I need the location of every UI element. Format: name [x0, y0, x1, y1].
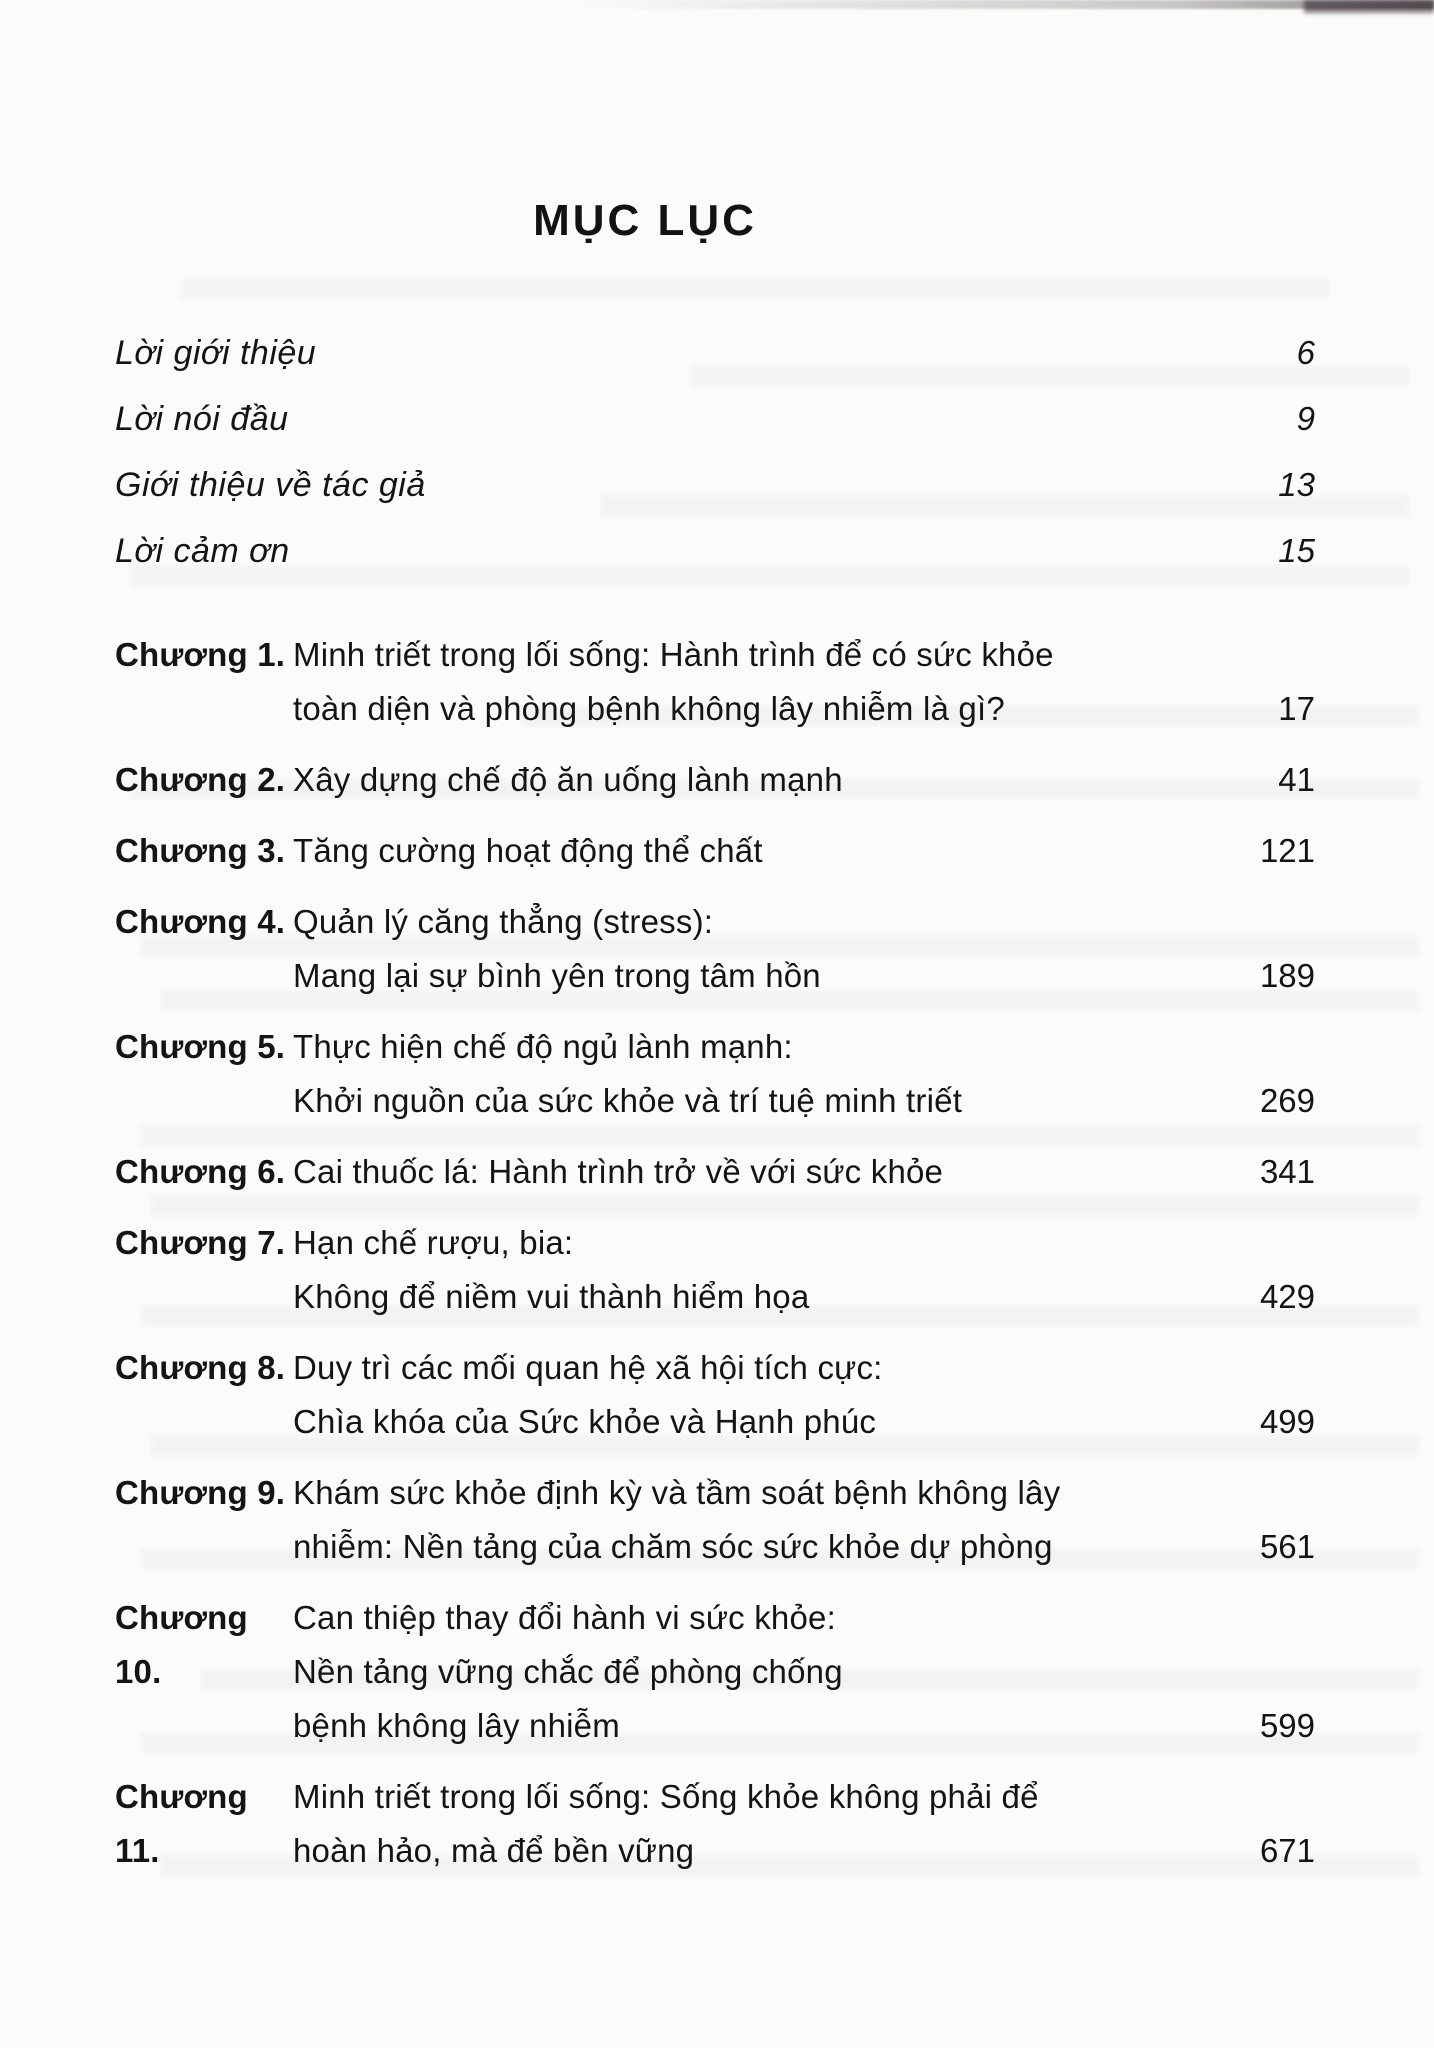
- chapter-title-line: bệnh không lây nhiễm: [293, 1707, 620, 1744]
- chapter-entry: [115, 1466, 1315, 1574]
- chapter-label: Chương 10.: [115, 1599, 248, 1690]
- chapter-title: [293, 1216, 1315, 1324]
- chapter-title-line: Mang lại sự bình yên trong tâm hồn: [293, 957, 821, 994]
- chapter-title: [293, 824, 1315, 878]
- front-matter-label: Lời nói đầu: [115, 400, 289, 438]
- chapter-page-number: 499: [1259, 1403, 1315, 1440]
- chapter-label: Chương 5.: [115, 1028, 286, 1065]
- chapter-label: Chương 3.: [115, 832, 286, 869]
- front-matter-page-number: 9: [1296, 400, 1315, 437]
- chapter-title: [293, 1466, 1315, 1574]
- chapter-entry: [115, 753, 1315, 807]
- chapter-title-line: Nền tảng vững chắc để phòng chống: [293, 1653, 843, 1690]
- chapter-title-line: Hạn chế rượu, bia:: [293, 1224, 574, 1261]
- chapter-title-line: Xây dựng chế độ ăn uống lành mạnh: [293, 761, 843, 798]
- chapter-page-number: 599: [1259, 1707, 1315, 1744]
- chapter-title-line: Thực hiện chế độ ngủ lành mạnh:: [293, 1028, 793, 1065]
- front-matter-entry: [115, 530, 1315, 572]
- chapter-title-line: Duy trì các mối quan hệ xã hội tích cực:: [293, 1349, 883, 1386]
- front-matter-page-number: 15: [1278, 532, 1315, 569]
- chapter-page-number: 189: [1259, 957, 1315, 994]
- chapter-page-number: 269: [1259, 1082, 1315, 1119]
- chapter-label: Chương 7.: [115, 1224, 286, 1261]
- chapter-page-number: 121: [1259, 832, 1315, 869]
- chapter-title-line: nhiễm: Nền tảng của chăm sóc sức khỏe dự phòng: [293, 1528, 1053, 1565]
- chapter-entry: [115, 1145, 1315, 1199]
- chapter-entry: [115, 1770, 1315, 1878]
- chapter-page-number: 341: [1259, 1153, 1315, 1190]
- chapter-entry: [115, 628, 1315, 736]
- chapter-list: [115, 628, 1315, 1878]
- front-matter-entry: [115, 332, 1315, 374]
- chapter-title-line: Can thiệp thay đổi hành vi sức khỏe:: [293, 1599, 836, 1636]
- chapter-title: [293, 1341, 1315, 1449]
- chapter-page-number: 671: [1259, 1832, 1315, 1869]
- page-title: MỤC LỤC: [533, 196, 757, 245]
- front-matter-entry: [115, 398, 1315, 440]
- front-matter-label: Lời cảm ơn: [115, 532, 290, 570]
- chapter-title-line: Không để niềm vui thành hiểm họa: [293, 1278, 810, 1315]
- chapter-title-line: hoàn hảo, mà để bền vững: [293, 1832, 695, 1869]
- chapter-label: Chương 6.: [115, 1153, 286, 1190]
- chapter-title-line: Minh triết trong lối sống: Sống khỏe không phải để: [293, 1778, 1039, 1815]
- chapter-entry: [115, 1341, 1315, 1449]
- chapter-label: Chương 1.: [115, 636, 286, 673]
- chapter-entry: [115, 1216, 1315, 1324]
- chapter-page-number: 561: [1259, 1528, 1315, 1565]
- chapter-entry: [115, 824, 1315, 878]
- chapter-label: Chương 9.: [115, 1474, 286, 1511]
- chapter-title: [293, 1145, 1315, 1199]
- front-matter-label: Giới thiệu về tác giả: [115, 466, 426, 504]
- toc-content: [115, 0, 1315, 1895]
- chapter-title: [293, 895, 1315, 1003]
- chapter-title-line: Minh triết trong lối sống: Hành trình để có sức khỏe: [293, 636, 1054, 673]
- chapter-page-number: 429: [1259, 1278, 1315, 1315]
- front-matter-list: [115, 332, 1315, 572]
- chapter-label: Chương 2.: [115, 761, 286, 798]
- chapter-title-line: toàn diện và phòng bệnh không lây nhiễm là gì?: [293, 690, 1005, 727]
- chapter-page-number: 17: [1278, 690, 1315, 727]
- chapter-entry: [115, 1020, 1315, 1128]
- front-matter-label: Lời giới thiệu: [115, 334, 317, 372]
- chapter-entry: [115, 1591, 1315, 1753]
- chapter-title-line: Khám sức khỏe định kỳ và tầm soát bệnh không lây: [293, 1474, 1061, 1511]
- chapter-title-line: Chìa khóa của Sức khỏe và Hạnh phúc: [293, 1403, 877, 1440]
- chapter-page-number: 41: [1278, 761, 1315, 798]
- chapter-title: [293, 628, 1315, 736]
- chapter-title: [293, 1020, 1315, 1128]
- chapter-label: Chương 11.: [115, 1778, 248, 1869]
- front-matter-page-number: 13: [1278, 466, 1315, 503]
- chapter-title: [293, 753, 1315, 807]
- chapter-title-line: Cai thuốc lá: Hành trình trở về với sức khỏe: [293, 1153, 944, 1190]
- chapter-label: Chương 4.: [115, 903, 286, 940]
- chapter-label: Chương 8.: [115, 1349, 286, 1386]
- chapter-title-line: Quản lý căng thẳng (stress):: [293, 903, 714, 940]
- chapter-title: [293, 1591, 1315, 1753]
- chapter-title: [293, 1770, 1315, 1878]
- chapter-title-line: Tăng cường hoạt động thể chất: [293, 832, 763, 869]
- chapter-title-line: Khởi nguồn của sức khỏe và trí tuệ minh triết: [293, 1082, 963, 1119]
- chapter-entry: [115, 895, 1315, 1003]
- scan-edge-corner: [1304, 0, 1434, 13]
- front-matter-entry: [115, 464, 1315, 506]
- front-matter-page-number: 6: [1296, 334, 1315, 371]
